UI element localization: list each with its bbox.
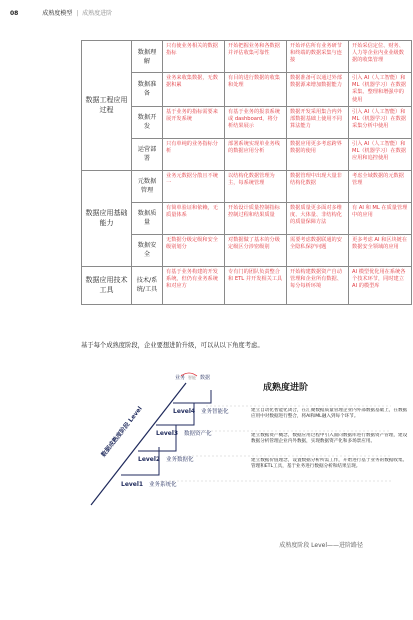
note-level3: 建立数据资产概念，数据应用过程中引入面向数据库进行数据资产管理，建设数据分析管理企业内外数据，实现数据资产化和多场景应用。 <box>251 433 408 444</box>
table-cell: 对数据做了基本的分级定级区分涉密级别 <box>225 234 287 266</box>
table-cell: 无数据分级定级和安全级别划分 <box>163 234 225 266</box>
diagram-caption: 成熟度阶段 Level——进阶路径 <box>279 542 363 549</box>
level1-name: Level1 <box>121 481 144 488</box>
table-cell: 数据质量更多面对多维度、大体量、非结构化的质量保障方法 <box>287 202 349 234</box>
row-label: 技术/系统/工具 <box>132 266 163 304</box>
level2-name: Level2 <box>138 456 161 463</box>
table-row <box>82 73 412 107</box>
level2-title: 业务数据化 <box>166 457 194 463</box>
table-row <box>82 202 412 234</box>
level4-title: 业务智能化 <box>201 409 229 415</box>
maturity-diagram <box>81 355 411 535</box>
table-cell: 需要考虑数据联通的安全隐私保护问题 <box>287 234 349 266</box>
page-number: 08 <box>10 10 19 17</box>
row-label: 元数据管理 <box>132 170 163 202</box>
table-cell: 部署系统实现单业务线的数据应用分析 <box>225 138 287 170</box>
note-level2: 建立数据价值理念，设置数据分析所需工作，开始进行基于业务的数据收集、管理和ETL工具，基于业务进行数据分析和结果呈现。 <box>251 458 408 469</box>
row-label: 数据开发 <box>132 106 163 138</box>
table-row <box>82 106 412 138</box>
table-cell: 开始构建数据资产自动管理和企业所有数据、每分每析环境 <box>287 266 349 304</box>
table-cell: 引入 AI（人工智能）和 ML（机器学习）在数据应用和追控使用 <box>349 138 412 170</box>
book-title: 成熟度模型 <box>42 10 73 17</box>
table-cell: 开始把握业务和各数据并评估收集可靠性 <box>225 41 287 73</box>
page-header <box>10 8 112 17</box>
table-cell: 更多考虑 AI 和区块链在数据安全领域的应用 <box>349 234 412 266</box>
table-cell: 考虑全域数据的元数据管理 <box>349 170 412 202</box>
note-level4: 建立自动化智能化闭合，在汇聚数据质量管理企业内外部数据基础上，在数据应用中对数据进行整合，将AI和ML融入到每个环节。 <box>251 408 408 419</box>
table-cell: 有基于业务构建的开发系统，但仍有业务系统和对应方 <box>163 266 225 304</box>
table-cell: 有目的进行数据的收集和处理 <box>225 73 287 107</box>
top-labels <box>175 373 210 381</box>
level-notes <box>161 406 411 481</box>
diagram-heading: 成熟度进阶 <box>263 383 309 393</box>
table-cell: 数据管理中出现大量非结构化数据 <box>287 170 349 202</box>
row-label: 数据准备 <box>132 73 163 107</box>
table-row <box>82 138 412 170</box>
level4-name: Level4 <box>173 408 196 415</box>
row-label: 运营部署 <box>132 138 163 170</box>
table-cell: 有 AI 和 ML 在质量管理中的应用 <box>349 202 412 234</box>
table-row <box>82 170 412 202</box>
row-label: 数据理解 <box>132 41 163 73</box>
table-cell: 有基于业务的报表系统或 dashboard，将分析结果展示 <box>225 106 287 138</box>
group-label: 数据应用基础能力 <box>82 170 132 266</box>
group-label: 数据应用技术工具 <box>82 266 132 304</box>
table-cell: 引入 AI（人工智能）和 ML（机器学习）在数据采集、整理和增强中的使用 <box>349 73 412 107</box>
caption: 基于每个成熟度阶段，企业要想进阶升级，可以从以下角度考虑。 <box>81 342 264 349</box>
table-row <box>82 234 412 266</box>
level3-name: Level3 <box>156 430 179 437</box>
table-cell: 只有单纯的业务指标分析 <box>163 138 225 170</box>
table-cell: 有简单验证和依赖，无质量体系 <box>163 202 225 234</box>
table-cell: 只有使业务相关的数据指标 <box>163 41 225 73</box>
axis-title: 数据成熟度阶段 Level <box>100 405 144 459</box>
table-cell: 数据应用更多考虑跨界数据的使用 <box>287 138 349 170</box>
top-label-business: 业务 <box>175 375 186 381</box>
table-cell: 数据开发采用集合内外部数据基础上使用不同算法能力 <box>287 106 349 138</box>
table-cell: 专有门的团队负责整合和 ETL 并开发相关工具 <box>225 266 287 304</box>
table-row <box>82 41 412 73</box>
table-cell: 业务元数据分散且不统一 <box>163 170 225 202</box>
table-cell: 开始采信定位、财务、人力等企业内业业级数据的收集管理 <box>349 41 412 73</box>
header-separator: | <box>76 10 79 17</box>
maturity-table <box>81 40 412 305</box>
top-label-data: 数据 <box>200 375 211 381</box>
level1-title: 业务系统化 <box>149 482 177 488</box>
table-cell: 业务来收集数据，无数据积累 <box>163 73 225 107</box>
section-title: 成熟度进阶 <box>82 10 113 17</box>
table-cell: AI 模型优化用在系统各个技术环节，同时建立 AI 的模型库 <box>349 266 412 304</box>
table-cell: 开始评估所有业务研节和终端的数据采集与连接 <box>287 41 349 73</box>
table-row <box>82 266 412 304</box>
group-label: 数据工程应用过程 <box>82 41 132 171</box>
level3-title: 数据资产化 <box>184 431 212 437</box>
table-cell: 引入 AI（人工智能）和 ML（机器学习）在数据采集分析中使用 <box>349 106 412 138</box>
row-label: 数据质量 <box>132 202 163 234</box>
table-cell: 基于业务的指标需要来展开发系统 <box>163 106 225 138</box>
table-cell: 数据准备可以通过外部数据源来增加数据能力 <box>287 73 349 107</box>
table-cell: 以结构化数据管理为主，每系统管理 <box>225 170 287 202</box>
level-labels <box>121 407 229 488</box>
row-label: 数据安全 <box>132 234 163 266</box>
table-cell: 开始设计质量控制指标控制过程和结果质量 <box>225 202 287 234</box>
top-label-smart: 智能 <box>188 375 196 380</box>
